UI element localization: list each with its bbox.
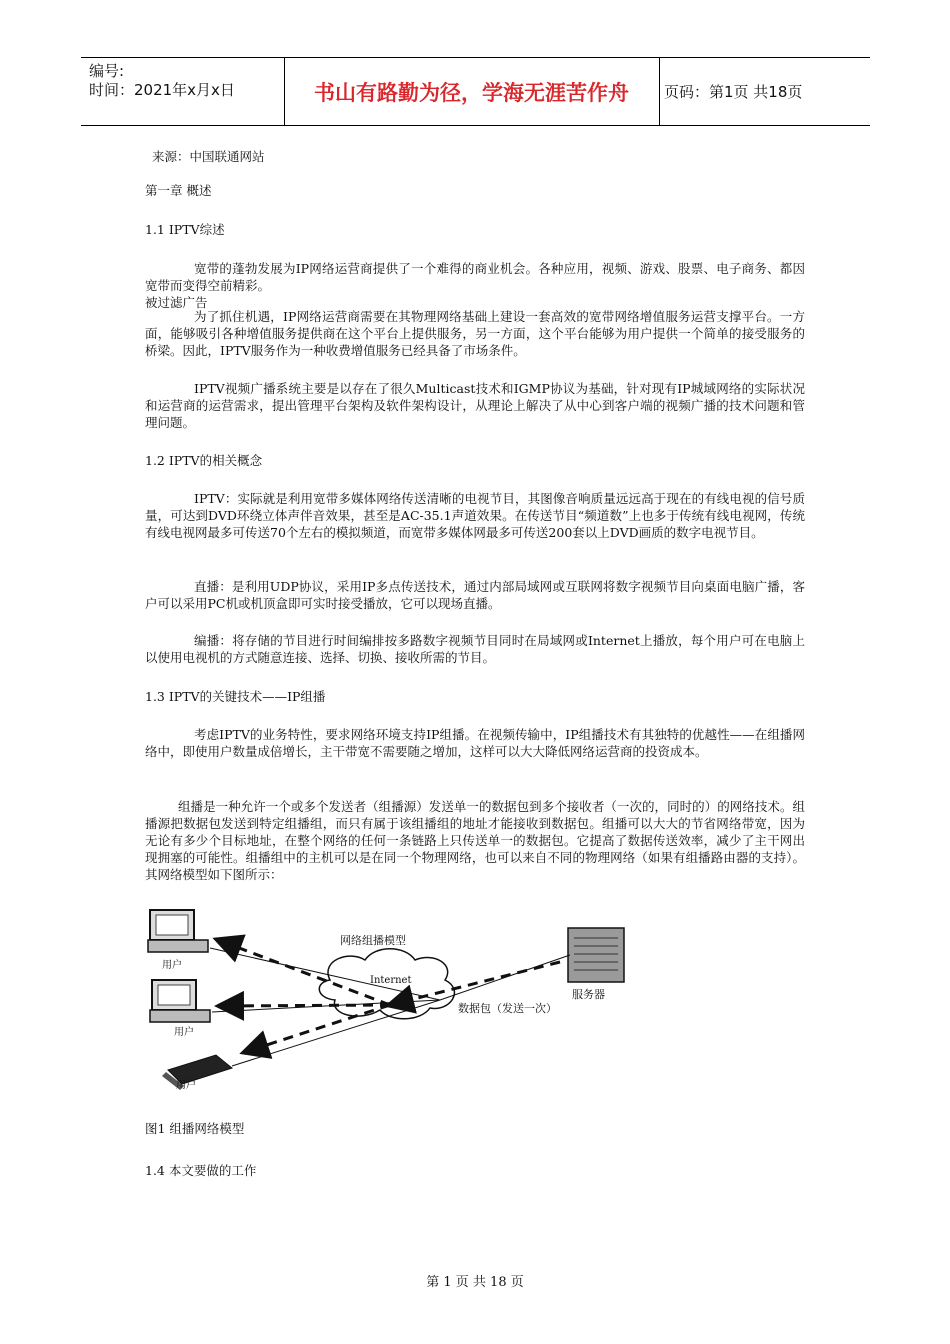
paragraph-broadband: 宽带的蓬勃发展为IP网络运营商提供了一个难得的商业机会。各种应用，视频、游戏、股票、电子商务、都因宽带而变得空前精彩。 bbox=[145, 261, 805, 293]
paragraph-iptv-definition: IPTV：实际就是利用宽带多媒体网络传送清晰的电视节目，其图像音响质量远远高于现在的有线电视的信号质量，可达到DVD环绕立体声伴音效果，甚至是AC-35.1声道效果。在传送节目“频道数”上也多于传统有线电视网，传统有线电视网最多可传送70个左右的模拟频道，而宽带多媒体网最多可传送200套以上DVD画质的数字电视节目。 bbox=[145, 491, 805, 540]
header-divider bbox=[659, 58, 660, 125]
paragraph-iptv-broadcast: IPTV视频广播系统主要是以存在了很久Multicast技术和IGMP协议为基础，针对现有IP城域网络的实际状况和运营商的运营需求，提出管理平台架构及软件架构设计，从理论上解决了从中心到客户端的视频广播的技术问题和管理问题。 bbox=[145, 381, 805, 430]
paragraph-multicast-definition: 组播是一种允许一个或多个发送者（组播源）发送单一的数据包到多个接收者（一次的，同时的）的网络技术。组播源把数据包发送到特定组播组，而只有属于该组播组的地址才能接收到数据包。组播可以大大的节省网络带宽，因为无论有多少个目标地址，在整个网络的任何一条链路上只传送单一的数据包。它提高了数据传送效率，减少了主干网出现拥塞的可能性。组播组中的主机可以是在同一个物理网络，也可以来自不同的物理网络（如果有组播路由器的支持）。其网络模型如下图所示： bbox=[145, 799, 805, 882]
diagram-title: 网络组播模型 bbox=[340, 934, 406, 947]
packet-arrow bbox=[220, 1005, 390, 1006]
desktop-computer-icon bbox=[150, 980, 210, 1022]
chapter-title: 第一章 概述 bbox=[145, 183, 212, 198]
source-line: 来源：中国联通网站 bbox=[152, 149, 265, 164]
paragraph-live: 直播：是利用UDP协议，采用IP多点传送技术，通过内部局域网或互联网将数字视频节目向桌面电脑广播，客户可以采用PC机或机顶盒即可实时接受播放，它可以现场直播。 bbox=[145, 579, 805, 611]
laptop-icon bbox=[162, 1055, 232, 1090]
page-footer: 第 1 页 共 18 页 bbox=[426, 1275, 524, 1290]
section-heading-1-2: 1.2 IPTV的相关概念 bbox=[145, 453, 263, 468]
user-label: 用户 bbox=[162, 960, 182, 971]
multicast-network-diagram bbox=[140, 900, 660, 1100]
section-heading-1-1: 1.1 IPTV综述 bbox=[145, 222, 225, 237]
filtered-ad-note: 被过滤广告 bbox=[145, 295, 208, 310]
packet-arrow bbox=[245, 1005, 390, 1052]
internet-label: Internet bbox=[370, 975, 412, 986]
server-icon bbox=[568, 928, 624, 982]
section-heading-1-4: 1.4 本文要做的工作 bbox=[145, 1163, 257, 1178]
packet-label: 数据包（发送一次） bbox=[458, 1002, 557, 1015]
paragraph-multicast-requirement: 考虑IPTV的业务特性，要求网络环境支持IP组播。在视频传输中，IP组播技术有其独特的优越性——在组播网络中，即使用户数量成倍增长，主干带宽不需要随之增加，这样可以大大降低网络运营商的投资成本。 bbox=[145, 727, 805, 759]
header-page-info: 页码：第1页 共18页 bbox=[664, 83, 803, 101]
time-label: 时间：2021年x月x日 bbox=[89, 81, 235, 99]
figure-caption: 图1 组播网络模型 bbox=[145, 1121, 245, 1136]
user-label: 用户 bbox=[174, 1027, 194, 1038]
header-motto: 书山有路勤为径，学海无涯苦作舟 bbox=[314, 80, 629, 105]
link-line bbox=[232, 1000, 440, 1066]
header-meta bbox=[89, 62, 235, 100]
number-label: 编号: bbox=[89, 62, 125, 80]
paragraph-scheduled: 编播：将存储的节目进行时间编排按多路数字视频节目同时在局域网或Internet上播放，每个用户可在电脑上以使用电视机的方式随意连接、选择、切换、接收所需的节目。 bbox=[145, 633, 805, 665]
server-label: 服务器 bbox=[572, 988, 605, 1001]
page-header bbox=[81, 57, 870, 126]
user-label: 用户 bbox=[176, 1080, 196, 1091]
link-line bbox=[440, 955, 570, 1000]
desktop-computer-icon bbox=[148, 910, 208, 952]
section-heading-1-3: 1.3 IPTV的关键技术——IP组播 bbox=[145, 689, 326, 704]
paragraph-platform: 为了抓住机遇，IP网络运营商需要在其物理网络基础上建设一套高效的宽带网络增值服务运营支撑平台。一方面，能够吸引各种增值服务提供商在这个平台上提供服务，另一方面，这个平台能够为用户提供一个简单的接受服务的桥梁。因此，IPTV服务作为一种收费增值服务已经具备了市场条件。 bbox=[145, 309, 805, 358]
